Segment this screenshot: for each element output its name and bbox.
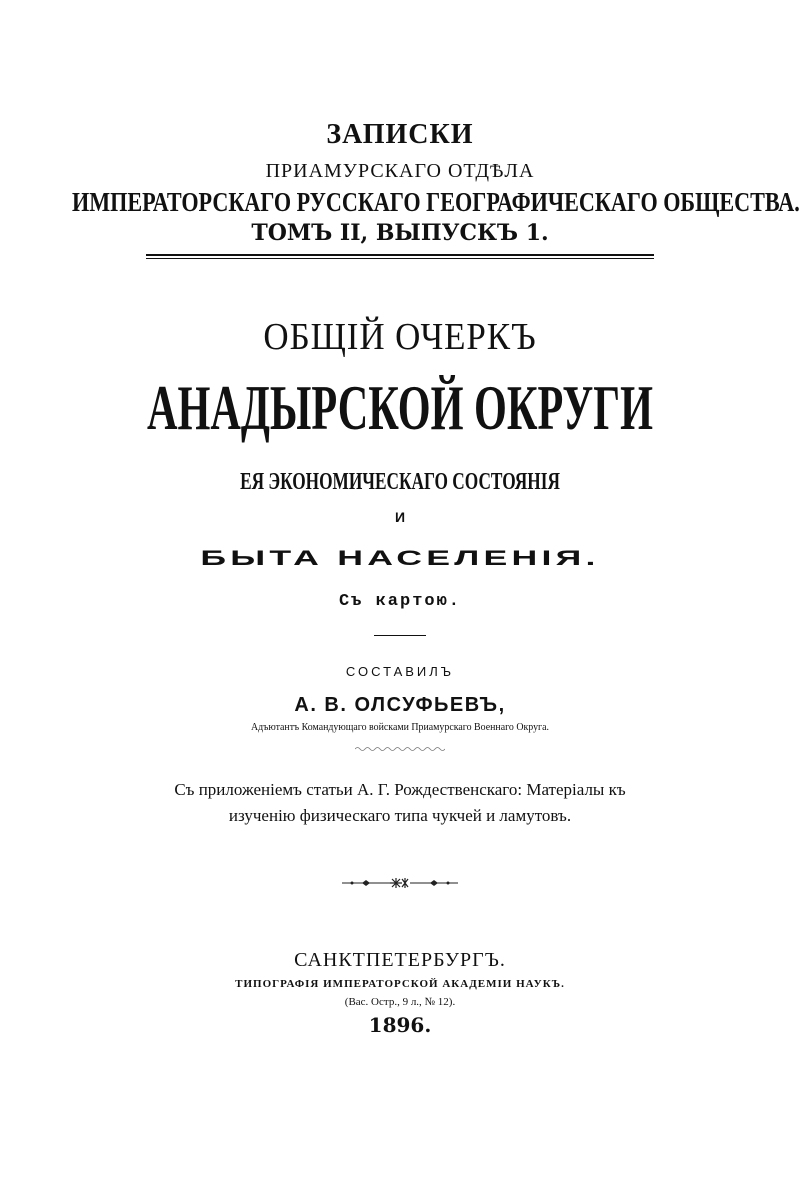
appendix-line-2: изученію физическаго типа чукчей и ламутовъ. <box>228 806 572 825</box>
imprint-press: ТИПОГРАФІЯ ИМПЕРАТОРСКОЙ АКАДЕМІИ НАУКЪ. <box>235 978 565 990</box>
appendix-line-1: Съ приложеніемъ статьи А. Г. Рождественскаго: Матеріалы къ <box>174 780 626 799</box>
author-name: А. В. ОЛСУФЬЕВЪ, <box>294 694 506 716</box>
subtitle-line-1: ЕЯ ЭКОНОМИЧЕСКАГО СОСТОЯНІЯ <box>240 469 560 495</box>
society-name: ИМПЕРАТОРСКАГО РУССКАГО ГЕОГРАФИЧЕСКАГО ОБЩЕСТВА. <box>72 187 800 217</box>
volume-number: ТОМЪ II, ВЫПУСКЪ 1. <box>251 220 549 246</box>
series-title: ЗАПИСКИ <box>326 119 474 150</box>
ornament-divider <box>340 877 460 889</box>
imprint-city: САНКТПЕТЕРБУРГЪ. <box>294 949 506 971</box>
imprint-address: (Вас. Остр., 9 л., № 12). <box>344 996 456 1008</box>
header-double-rule <box>146 254 654 259</box>
title-line-1: ОБЩІЙ ОЧЕРКЪ <box>263 316 537 358</box>
author-role: Адъютантъ Командующаго войсками Приамурскаго Военнаго Округа. <box>251 721 549 733</box>
short-rule <box>374 635 426 636</box>
compiled-by-label: СОСТАВИЛЪ <box>345 664 455 679</box>
subtitle-conjunction: И <box>394 509 406 525</box>
title-line-2: АНАДЫРСКОЙ ОКРУГИ <box>146 372 654 443</box>
imprint-year: 1896. <box>368 1013 432 1037</box>
subtitle-line-2: БЫТА НАСЕЛЕНІЯ. <box>200 546 600 570</box>
series-subtitle: ПРИАМУРСКАГО ОТДѢЛА <box>265 160 535 182</box>
wavy-divider <box>355 746 445 752</box>
with-map-note: Съ картою. <box>338 592 462 611</box>
